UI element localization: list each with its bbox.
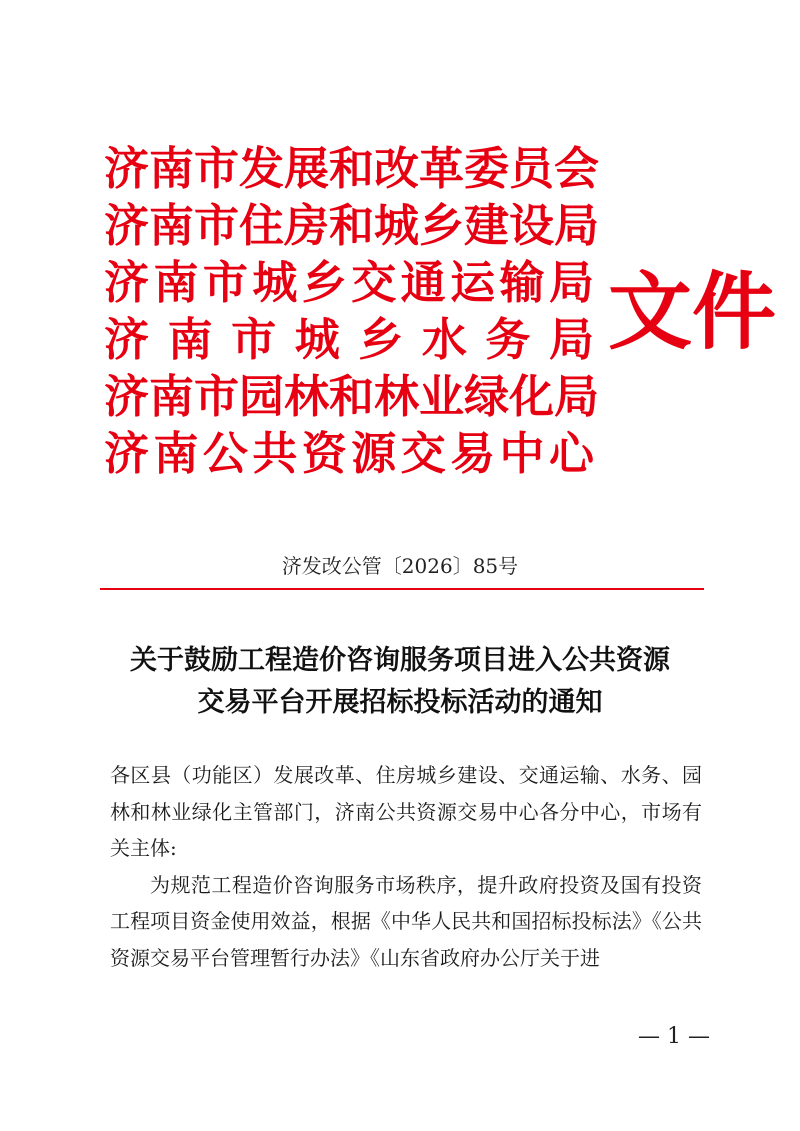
agency-name: 济南市发展和改革委员会: [104, 142, 600, 195]
document-body: [110, 757, 702, 976]
body-paragraph: 为规范工程造价咨询服务市场秩序，提升政府投资及国有投资工程项目资金使用效益，根据《中华人民共和国招标投标法》《公共资源交易平台管理暂行办法》《山东省政府办公厅关于进: [110, 872, 702, 970]
agency-name: 济南市住房和城乡建设局: [104, 199, 600, 252]
agency-name: 济南市城乡交通运输局: [104, 256, 594, 309]
document-title: [90, 640, 710, 724]
agency-name: 济南市园林和林业绿化局: [104, 370, 600, 423]
document-label: 文件: [608, 262, 777, 361]
title-line-2: 交易平台开展招标投标活动的通知: [197, 687, 603, 718]
document-number: 济发改公管〔2026〕85号: [281, 554, 519, 578]
title-line-1: 关于鼓励工程造价咨询服务项目进入公共资源: [130, 645, 670, 676]
issuing-agencies: [104, 140, 600, 482]
salutation: 各区县（功能区）发展改革、住房城乡建设、交通运输、水务、园林和林业绿化主管部门，济南公共资源交易中心各分中心，市场有关主体:: [110, 763, 702, 860]
page-number: — 1 —: [638, 1024, 710, 1049]
agency-name: 济南公共资源交易中心: [104, 427, 594, 480]
agency-name: 济南市城乡水务局: [104, 313, 594, 366]
red-divider: [100, 588, 704, 590]
